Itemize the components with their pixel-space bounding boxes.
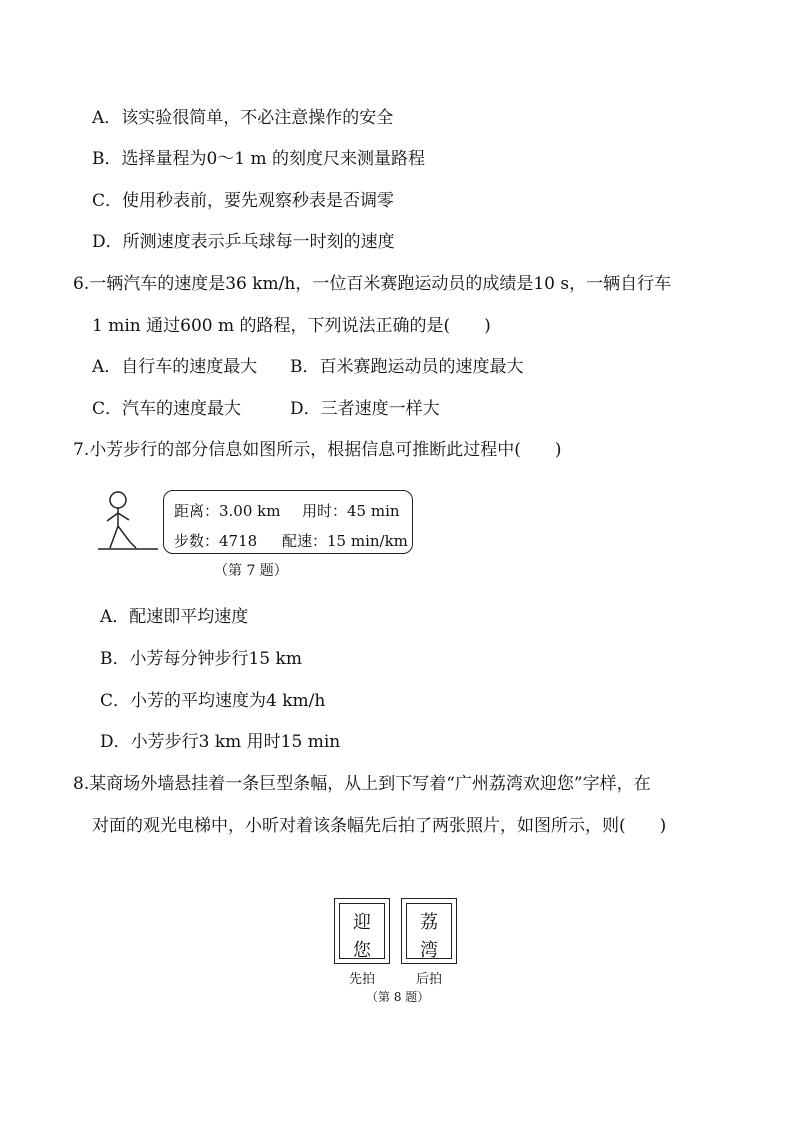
distance-readout: 距离：3.00 km: [174, 502, 281, 520]
q6-stem-line1: 6.一辆汽车的速度是36 km/h，一位百米赛跑运动员的成绩是10 s，一辆自行车: [73, 274, 672, 294]
time-readout: 用时：45 min: [302, 502, 400, 520]
q6-stem-line2: 1 min 通过600 m 的路程，下列说法正确的是( ): [92, 316, 491, 336]
q5-option-b: B．选择量程为0～1 m 的刻度尺来测量路程: [92, 149, 426, 169]
q7-option-d: D．小芳步行3 km 用时15 min: [100, 732, 341, 752]
photo-first-top-char: 迎: [353, 912, 371, 933]
photo-second: [401, 898, 457, 964]
pace-readout: 配速：15 min/km: [282, 532, 408, 550]
q7-option-c: C．小芳的平均速度为4 km/h: [100, 691, 326, 711]
photo-first: [334, 898, 390, 964]
q5-option-c: C．使用秒表前，要先观察秒表是否调零: [92, 191, 395, 211]
steps-readout: 步数：4718: [174, 532, 258, 550]
walking-info-panel: [163, 490, 413, 554]
q8-stem-line1: 8.某商场外墙悬挂着一条巨型条幅，从上到下写着“广州荔湾欢迎您”字样，在: [73, 774, 651, 794]
photo-first-bottom-char: 您: [353, 940, 371, 961]
q7-option-b: B．小芳每分钟步行15 km: [100, 649, 302, 669]
q6-option-a: A．自行车的速度最大: [92, 357, 258, 377]
photo-second-top-char: 荔: [420, 912, 438, 933]
q5-option-d: D．所测速度表示乒乓球每一时刻的速度: [92, 232, 395, 252]
photo-first-label: 先拍: [349, 972, 376, 987]
q5-option-a: A．该实验很简单，不必注意操作的安全: [92, 108, 394, 128]
q7-option-a: A．配速即平均速度: [100, 607, 249, 627]
q6-option-b: B．百米赛跑运动员的速度最大: [290, 357, 524, 377]
photo-second-bottom-char: 湾: [420, 940, 438, 961]
q8-figure-caption: （第 8 题）: [366, 990, 430, 1004]
walking-person-icon: [96, 490, 160, 552]
q6-option-d: D．三者速度一样大: [290, 399, 440, 419]
q6-option-c: C．汽车的速度最大: [92, 399, 242, 419]
photo-second-label: 后拍: [416, 972, 443, 987]
q8-stem-line2: 对面的观光电梯中，小昕对着该条幅先后拍了两张照片，如图所示，则( ): [92, 816, 667, 836]
q7-stem: 7.小芳步行的部分信息如图所示，根据信息可推断此过程中( ): [73, 440, 562, 460]
q7-figure-caption: （第 7 题）: [214, 563, 288, 579]
